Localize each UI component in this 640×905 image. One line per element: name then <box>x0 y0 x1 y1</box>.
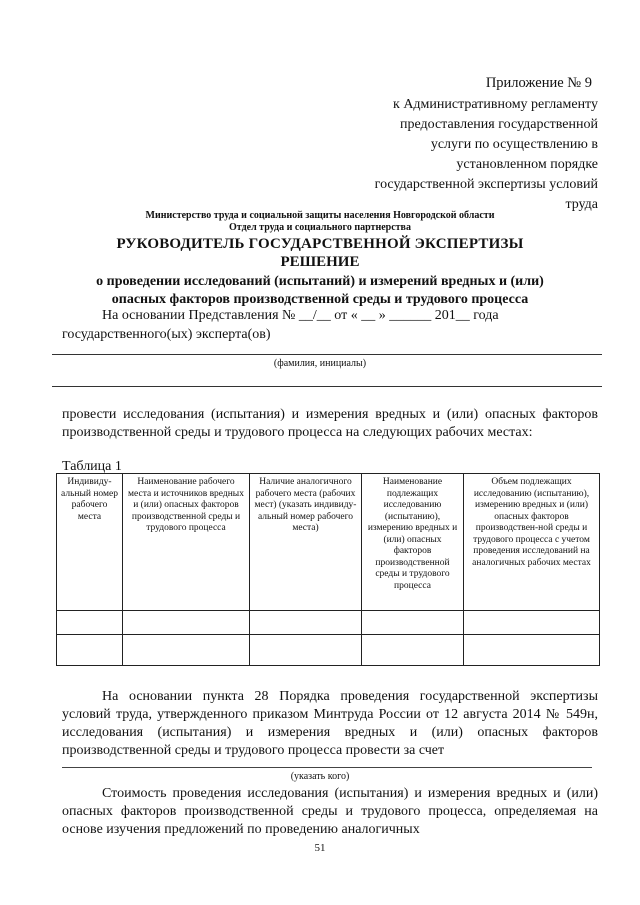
table-cell[interactable] <box>464 611 600 635</box>
table-header-cell: Наличие аналогичного рабочего места (рабочих мест) (указать индивиду-альный номер рабочего места) <box>250 474 362 611</box>
table-cell[interactable] <box>57 635 123 666</box>
subject-line: о проведении исследований (испытаний) и измерений вредных и (или) <box>96 274 544 289</box>
table-cell[interactable] <box>123 611 250 635</box>
table-cell[interactable] <box>362 611 464 635</box>
ministry-name: Министерство труда и социальной защиты населения Новгородской области <box>145 210 495 221</box>
basis2-text: На основании пункта 28 Порядка проведения государственной экспертизы условий труда, утвержденного приказом Минтруда России от 12 августа 2014 № 549н, исследования (испытания) и измерения вредных и (или) опасных факторов производственной среды и трудового процесса провести за счет <box>62 689 598 758</box>
table-cell[interactable] <box>464 635 600 666</box>
table-header-cell: Объем подлежащих исследованию (испытанию), измерению вредных и (или) опасных факторов производствен-ной среды и трудового процесса с учетом проведения исследований на аналогичных рабочих местах <box>464 474 600 611</box>
instruction-text: провести исследования (испытания) и измерения вредных и (или) опасных факторов производственной среды и трудового процесса на следующих рабочих местах: <box>62 407 598 440</box>
basis-line-1: На основании Представления № __/__ от « __ » ______ 201__ года <box>102 308 499 323</box>
table-cell[interactable] <box>250 635 362 666</box>
head-title: РУКОВОДИТЕЛЬ ГОСУДАРСТВЕННОЙ ЭКСПЕРТИЗЫ <box>116 236 524 252</box>
extra-underline <box>52 386 602 387</box>
page-number: 51 <box>314 842 326 854</box>
decision-title: РЕШЕНИЕ <box>280 254 360 270</box>
table-cell[interactable] <box>250 611 362 635</box>
table-row <box>57 611 600 635</box>
table-cell[interactable] <box>57 611 123 635</box>
appendix-line: установленном порядке <box>456 157 598 172</box>
basis-line-2: государственного(ых) эксперта(ов) <box>62 327 271 342</box>
table-cell[interactable] <box>362 635 464 666</box>
table-header-row <box>57 474 600 611</box>
payer-underline <box>62 767 592 768</box>
appendix-line: государственной экспертизы условий <box>374 177 598 192</box>
table-caption: Таблица 1 <box>62 459 122 474</box>
payer-caption: (указать кого) <box>290 771 350 782</box>
table-cell[interactable] <box>123 635 250 666</box>
workplaces-table <box>56 473 600 666</box>
cost-text: Стоимость проведения исследования (испытания) и измерения вредных и (или) опасных факторов производственной среды и трудового процесса, определяемая на основе изучения предложений по проведению аналогичных <box>62 786 598 837</box>
appendix-line: предоставления государственной <box>399 117 598 132</box>
appendix-title: Приложение № 9 <box>485 75 592 91</box>
appendix-reference <box>318 95 598 215</box>
ministry-header <box>0 210 640 234</box>
appendix-line: услуги по осуществлению в <box>430 137 598 152</box>
fio-caption: (фамилия, инициалы) <box>273 358 367 369</box>
table-row <box>57 635 600 666</box>
department-name: Отдел труда и социального партнерства <box>229 222 411 233</box>
table-header-cell: Наименование рабочего места и источников вредных и (или) опасных факторов производственной среды и трудового процесса <box>123 474 250 611</box>
decision-subject <box>20 273 620 309</box>
appendix-line: к Административному регламенту <box>393 97 598 112</box>
fio-underline <box>52 354 602 355</box>
subject-line: опасных факторов производственной среды и трудового процесса <box>111 292 529 307</box>
table-header-cell: Индивиду-альный номер рабочего места <box>57 474 123 611</box>
table-header-cell: Наименование подлежащих исследованию (испытанию), измерению вредных и (или) опасных факторов производственной среды и трудового процесса <box>362 474 464 611</box>
appendix-line: труда <box>565 197 598 212</box>
